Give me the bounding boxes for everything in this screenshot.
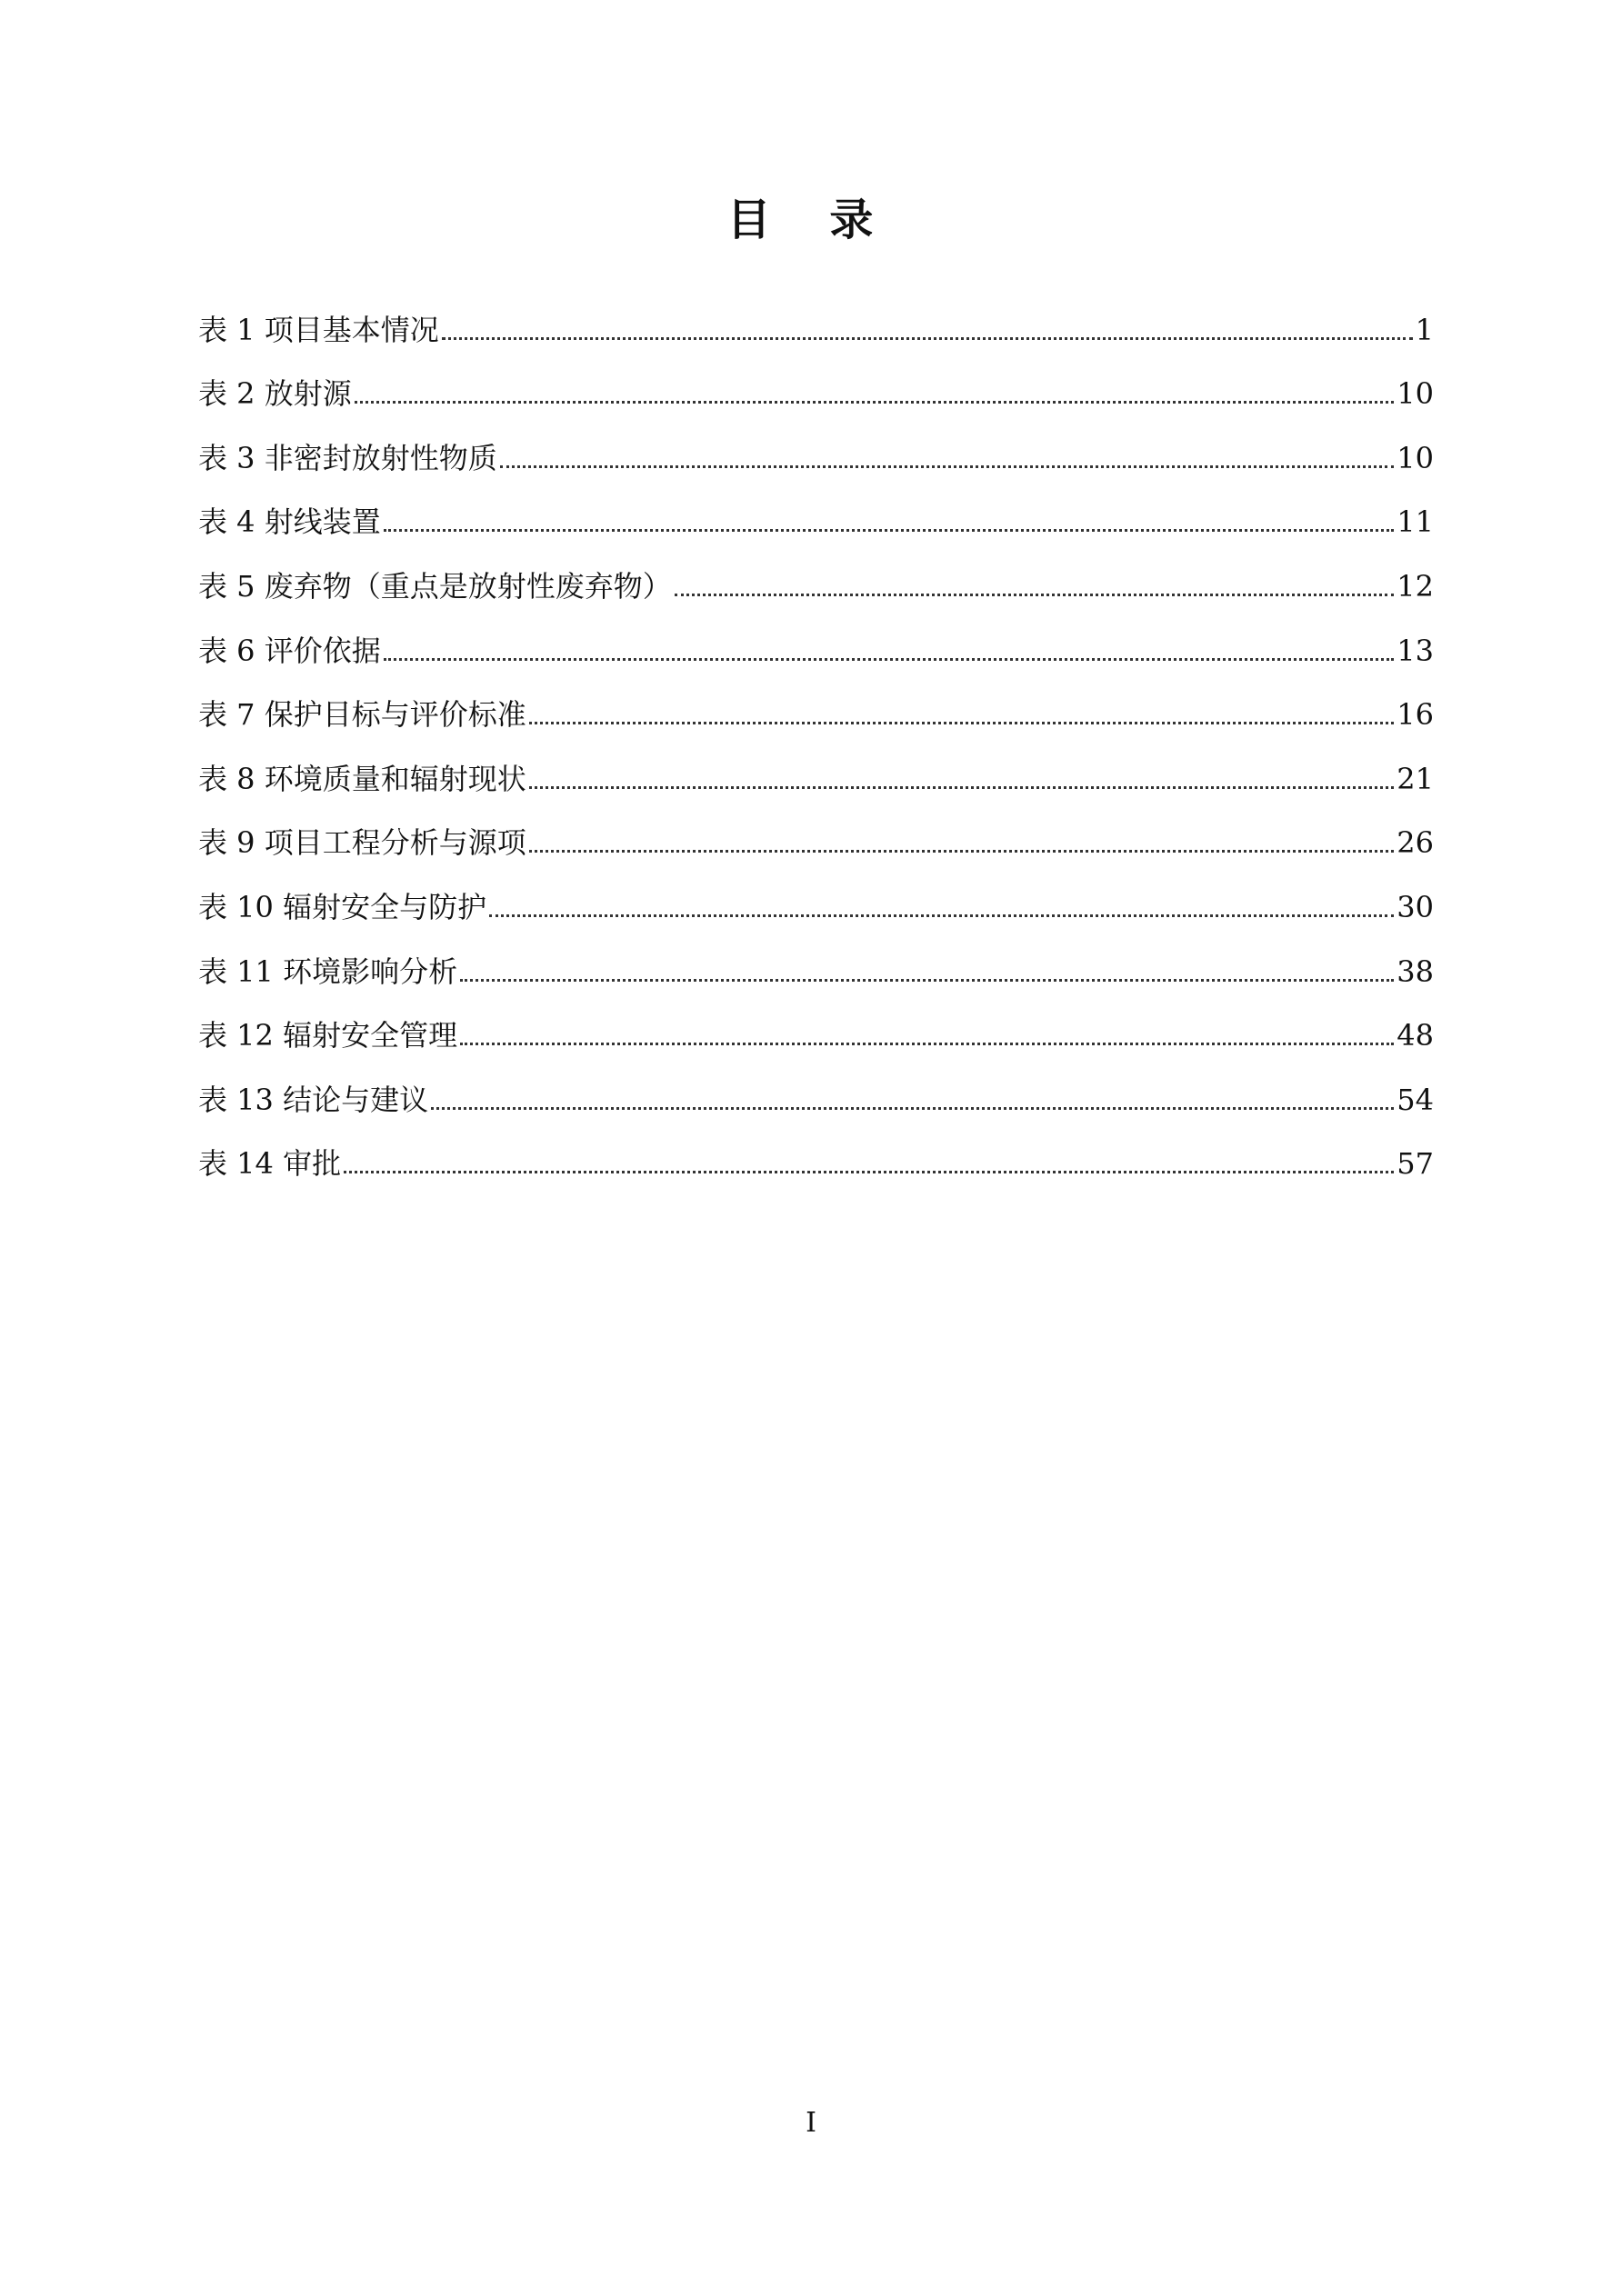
toc-entry-label: 表 12 辐射安全管理 [198,1018,458,1053]
toc-entry-6[interactable] [198,604,1434,669]
dot-leader [460,1043,1394,1045]
toc-entry-7[interactable] [198,669,1434,734]
toc-entry-page: 1 [1415,312,1434,347]
toc-entry-page: 57 [1397,1146,1434,1182]
toc-entry-10[interactable] [198,861,1434,925]
toc-entry-label: 表 13 结论与建议 [198,1082,429,1117]
toc-entry-label: 表 14 审批 [198,1146,342,1182]
dot-leader [675,594,1395,596]
dot-leader [529,722,1395,724]
toc-entry-label: 表 1 项目基本情况 [198,312,439,347]
toc-entry-5[interactable] [198,540,1434,604]
dot-leader [384,658,1395,661]
toc-entry-8[interactable] [198,733,1434,797]
dot-leader [344,1171,1394,1173]
toc-entry-3[interactable] [198,412,1434,476]
toc-entry-page: 11 [1397,504,1434,540]
toc-entry-page: 13 [1397,633,1434,668]
dot-leader [489,914,1394,917]
toc-entry-label: 表 6 评价依据 [198,633,381,668]
toc-entry-13[interactable] [198,1053,1434,1118]
dot-leader [384,529,1395,532]
dot-leader [431,1107,1394,1110]
toc-entry-page: 16 [1397,697,1434,733]
toc-entry-label: 表 7 保护目标与评价标准 [198,697,526,733]
toc-entry-label: 表 10 辐射安全与防护 [198,889,487,924]
dot-leader [460,979,1394,982]
toc-entry-label: 表 8 环境质量和辐射现状 [198,761,526,796]
toc-entry-2[interactable] [198,348,1434,413]
dot-leader [355,401,1395,404]
toc-entry-label: 表 9 项目工程分析与源项 [198,825,526,861]
dot-leader [500,465,1395,468]
toc-entry-page: 30 [1397,889,1434,924]
toc-entry-page: 21 [1397,761,1434,796]
dot-leader [529,850,1395,853]
toc-entry-4[interactable] [198,476,1434,541]
toc-entry-page: 38 [1397,953,1434,989]
toc-entry-label: 表 11 环境影响分析 [198,953,458,989]
toc-entry-9[interactable] [198,797,1434,862]
toc-entry-page: 10 [1397,440,1434,475]
dot-leader [442,337,1413,340]
table-of-contents [198,284,1434,1182]
toc-entry-page: 26 [1397,825,1434,861]
toc-entry-12[interactable] [198,990,1434,1054]
toc-entry-1[interactable] [198,284,1434,348]
toc-entry-page: 48 [1397,1018,1434,1053]
toc-entry-14[interactable] [198,1118,1434,1183]
toc-entry-label: 表 4 射线装置 [198,504,381,540]
toc-entry-11[interactable] [198,925,1434,990]
toc-entry-page: 54 [1397,1082,1434,1117]
dot-leader [529,786,1395,789]
toc-entry-label: 表 5 废弃物（重点是放射性废弃物） [198,568,672,604]
toc-entry-label: 表 2 放射源 [198,376,352,412]
toc-entry-page: 12 [1397,568,1434,604]
page-title: 目 录 [726,195,896,245]
toc-entry-label: 表 3 非密封放射性物质 [198,440,497,475]
toc-entry-page: 10 [1397,376,1434,412]
page-number: I [806,2107,816,2139]
